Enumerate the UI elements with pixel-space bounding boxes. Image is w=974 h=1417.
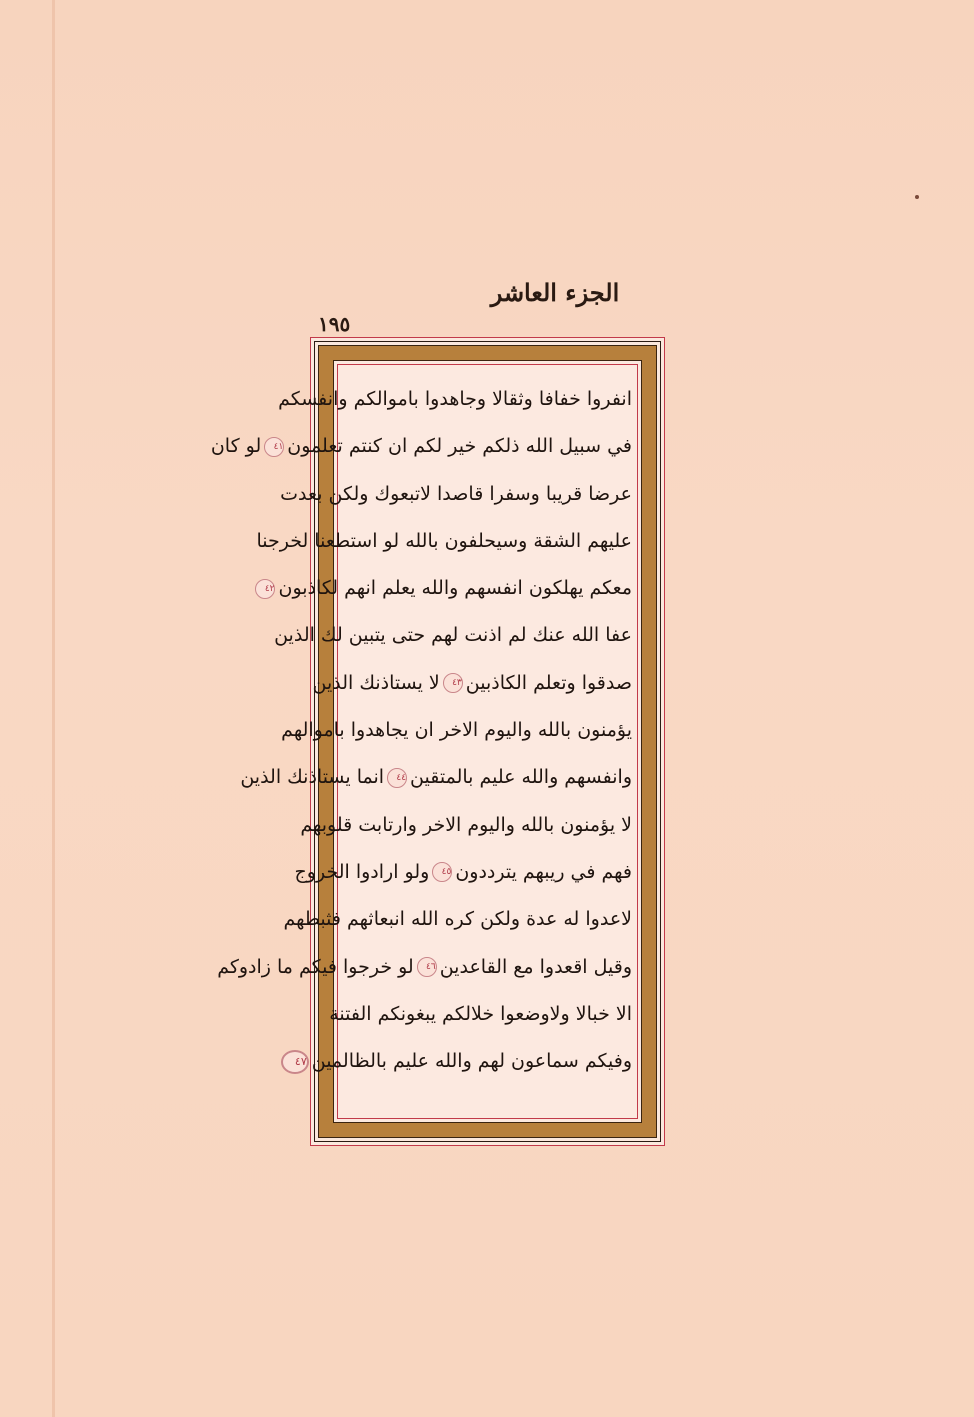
ayah-number-marker: ٤٧: [281, 1050, 309, 1074]
ayah-number-marker: ٤٢: [255, 579, 275, 599]
verse-line: [264, 565, 632, 612]
paper-speck: [915, 195, 919, 199]
verse-line: [281, 707, 632, 754]
ayah-number-marker: ٤٦: [417, 957, 437, 977]
verse-text: وقيل اقعدوا مع القاعدين: [439, 955, 632, 978]
verse-text: وفيكم سماعون لهم والله عليم بالظالمين: [311, 1050, 632, 1073]
verse-line: [294, 849, 632, 896]
page-number: ١٩٥: [318, 312, 351, 336]
verse-line: [240, 754, 632, 801]
verse-line: [294, 1038, 632, 1085]
verse-line: [256, 518, 632, 565]
verse-line: [210, 423, 632, 470]
verse-line: [329, 991, 632, 1038]
verse-line: [274, 612, 632, 659]
verse-text: وانفسهم والله عليم بالمتقين: [410, 766, 632, 789]
page-gutter: [52, 0, 55, 1417]
verse-line: [280, 471, 632, 518]
verse-text: يؤمنون بالله واليوم الاخر ان يجاهدوا باموالهم: [281, 719, 632, 742]
verse-text-continued: ولو ارادوا الخروج: [294, 860, 430, 883]
verse-text-continued: انما يستاذنك الذين: [240, 766, 385, 789]
verse-text: عفا الله عنك لم اذنت لهم حتى يتبين لك الذين: [274, 624, 632, 647]
verse-text-continued: لو كان: [210, 435, 262, 458]
verse-line: [312, 660, 632, 707]
verse-line: [278, 376, 632, 423]
verse-text: معكم يهلكون انفسهم والله يعلم انهم لكاذبون: [278, 577, 632, 600]
verse-line: [300, 802, 632, 849]
verse-text: عرضا قريبا وسفرا قاصدا لاتبعوك ولكن بعدت: [280, 482, 632, 505]
ayah-number-marker: ٤٣: [443, 673, 463, 693]
quran-text-block: [210, 376, 632, 1109]
verse-line: [217, 944, 632, 991]
ayah-number-marker: ٤٥: [432, 862, 452, 882]
ayah-number-marker: ٤١: [264, 437, 284, 457]
verse-text-continued: لو خرجوا فيكم ما زادوكم: [217, 955, 414, 978]
verse-text: لا يؤمنون بالله واليوم الاخر وارتابت قلوبهم: [300, 813, 632, 836]
verse-text: فهم في ريبهم يترددون: [455, 860, 632, 883]
verse-text-continued: لا يستاذنك الذين: [312, 671, 440, 694]
verse-line: [283, 896, 632, 943]
verse-text: عليهم الشقة وسيحلفون بالله لو استطعنا لخرجنا: [256, 529, 632, 552]
verse-text: لاعدوا له عدة ولكن كره الله انبعاثهم فثبطهم: [283, 908, 632, 931]
ayah-number-marker: ٤٤: [387, 768, 407, 788]
verse-text: صدقوا وتعلم الكاذبين: [465, 671, 632, 694]
verse-text: انفروا خفافا وثقالا وجاهدوا باموالكم وانفسكم: [278, 388, 632, 410]
juz-title: الجزء العاشر: [490, 278, 620, 307]
verse-text: في سبيل الله ذلكم خير لكم ان كنتم تعلمون: [287, 435, 632, 458]
verse-text: الا خبالا ولاوضعوا خلالكم يبغونكم الفتنة: [329, 1002, 632, 1025]
